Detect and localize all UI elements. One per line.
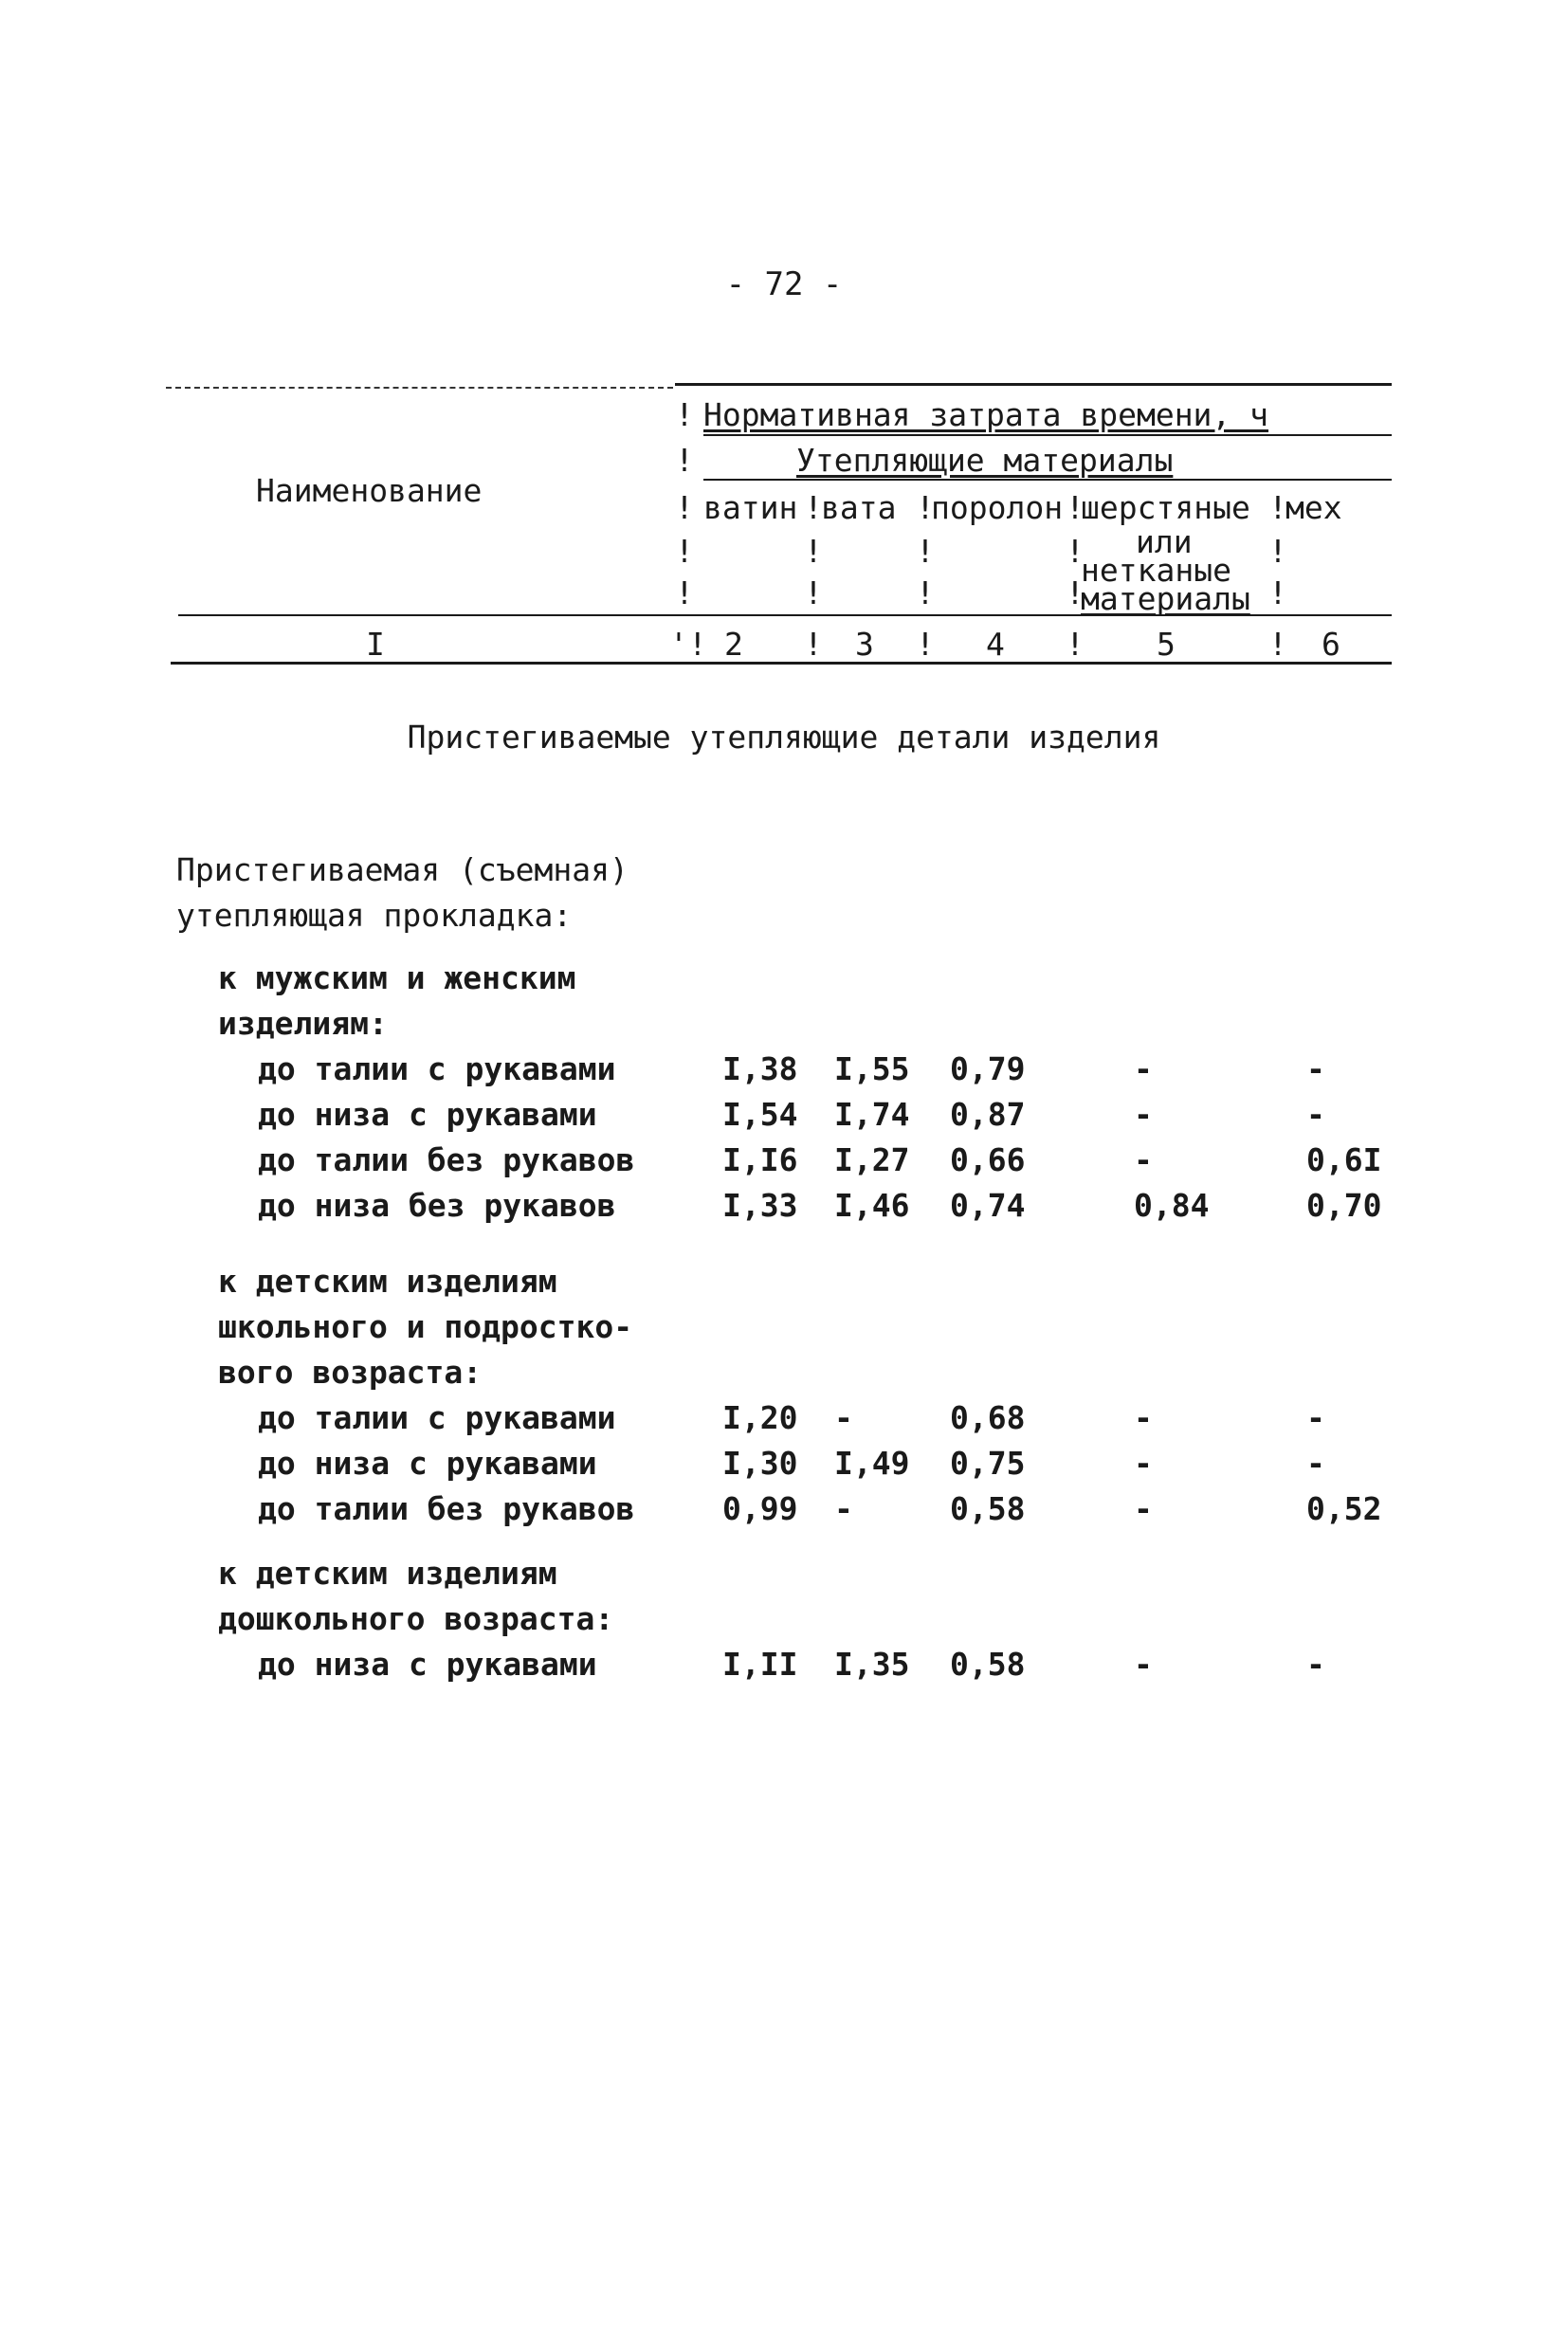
group-heading: вого возраста: — [218, 1354, 483, 1391]
value-wool: - — [1134, 1445, 1153, 1482]
value-fur: - — [1306, 1445, 1325, 1482]
value-vatin: I,38 — [722, 1050, 798, 1087]
row-name: до низа с рукавами — [258, 1096, 597, 1133]
value-vata: I,35 — [834, 1646, 910, 1683]
column-header-porolon: поролон — [931, 489, 1064, 526]
column-number: 5 — [1157, 626, 1176, 663]
column-number-separator: '! — [669, 626, 707, 663]
column-header-wool-line-1: шерстяные — [1081, 489, 1250, 526]
column-separator: ! — [804, 574, 823, 611]
value-vata: - — [834, 1490, 853, 1527]
value-vata: I,49 — [834, 1445, 910, 1482]
row-name: до низа без рукавов — [258, 1187, 616, 1224]
value-fur: 0,6I — [1306, 1141, 1382, 1178]
header-top-rule-left — [166, 387, 673, 389]
value-vata: I,74 — [834, 1096, 910, 1133]
value-vatin: I,33 — [722, 1187, 798, 1224]
value-wool: 0,84 — [1134, 1187, 1210, 1224]
value-wool: - — [1134, 1490, 1153, 1527]
intro-line: Пристегиваемая (съемная) — [176, 851, 629, 888]
header-top-rule-right — [675, 383, 1392, 386]
column-number: 6 — [1322, 626, 1340, 663]
column-number: I — [366, 626, 385, 663]
column-separator: ! — [1268, 533, 1287, 570]
group-title: Нормативная затрата времени, ч — [703, 396, 1269, 433]
group-heading: к мужским и женским — [218, 959, 576, 996]
column-separator: ! — [916, 489, 935, 526]
column-separator: ! — [1268, 489, 1287, 526]
value-vatin: I,54 — [722, 1096, 798, 1133]
value-porolon: 0,79 — [950, 1050, 1026, 1087]
value-vata: I,27 — [834, 1141, 910, 1178]
value-vatin: I,30 — [722, 1445, 798, 1482]
value-vatin: 0,99 — [722, 1490, 798, 1527]
value-porolon: 0,58 — [950, 1490, 1026, 1527]
value-porolon: 0,87 — [950, 1096, 1026, 1133]
column-separator: ! — [1066, 574, 1085, 611]
header-separator: ! — [675, 442, 694, 479]
value-porolon: 0,68 — [950, 1399, 1026, 1436]
section-title: Пристегиваемые утепляющие детали изделия — [407, 719, 1161, 756]
value-fur: 0,70 — [1306, 1187, 1382, 1224]
column-separator: ! — [1066, 489, 1085, 526]
column-separator: ! — [1066, 533, 1085, 570]
value-fur: 0,52 — [1306, 1490, 1382, 1527]
value-wool: - — [1134, 1050, 1153, 1087]
group-heading: школьного и подростко- — [218, 1308, 633, 1345]
group-heading: изделиям: — [218, 1005, 388, 1042]
column-number-separator: ! — [1268, 626, 1287, 663]
value-porolon: 0,58 — [950, 1646, 1026, 1683]
value-vata: I,46 — [834, 1187, 910, 1224]
column-separator: ! — [675, 574, 694, 611]
value-wool: - — [1134, 1141, 1153, 1178]
value-vata: - — [834, 1399, 853, 1436]
value-wool: - — [1134, 1399, 1153, 1436]
value-vatin: I,20 — [722, 1399, 798, 1436]
value-porolon: 0,75 — [950, 1445, 1026, 1482]
column-separator: ! — [675, 533, 694, 570]
value-fur: - — [1306, 1399, 1325, 1436]
value-fur: - — [1306, 1050, 1325, 1087]
column-separator: ! — [675, 489, 694, 526]
row-name: до талии с рукавами — [258, 1399, 616, 1436]
group-heading: к детским изделиям — [218, 1555, 557, 1592]
value-vata: I,55 — [834, 1050, 910, 1087]
column-separator: ! — [916, 533, 935, 570]
column-number: 3 — [855, 626, 874, 663]
column-number-separator: ! — [1066, 626, 1085, 663]
column-separator: ! — [1268, 574, 1287, 611]
column-number: 2 — [724, 626, 743, 663]
value-fur: - — [1306, 1096, 1325, 1133]
column-header-vata: вата — [821, 489, 897, 526]
column-separator: ! — [804, 533, 823, 570]
row-name: до талии без рукавов — [258, 1141, 635, 1178]
value-fur: - — [1306, 1646, 1325, 1683]
column-header-fur: мех — [1285, 489, 1342, 526]
row-name: до низа с рукавами — [258, 1646, 597, 1683]
column-number: 4 — [986, 626, 1005, 663]
column-separator: ! — [804, 489, 823, 526]
column-number-separator: ! — [804, 626, 823, 663]
column-header-wool-line-3: нетканые — [1081, 552, 1231, 589]
subgroup-title: Утепляющие материалы — [796, 442, 1174, 479]
page-number: - 72 - — [725, 265, 843, 303]
header-separator: ! — [675, 396, 694, 433]
group-title-rule — [703, 434, 1392, 436]
value-wool: - — [1134, 1646, 1153, 1683]
subgroup-title-rule — [703, 479, 1392, 481]
column-numbers-rule — [171, 662, 1392, 665]
row-name: до талии без рукавов — [258, 1490, 635, 1527]
header-bottom-rule — [178, 614, 1392, 616]
column-header-wool-line-2: или — [1136, 523, 1193, 560]
value-vatin: I,II — [722, 1646, 798, 1683]
group-heading: к детским изделиям — [218, 1263, 557, 1300]
row-name: до низа с рукавами — [258, 1445, 597, 1482]
column-header-wool-line-4: материалы — [1081, 580, 1250, 617]
row-name: до талии с рукавами — [258, 1050, 616, 1087]
intro-line: утепляющая прокладка: — [176, 897, 573, 934]
value-wool: - — [1134, 1096, 1153, 1133]
group-heading: дошкольного возраста: — [218, 1600, 614, 1637]
value-vatin: I,I6 — [722, 1141, 798, 1178]
column-header-vatin: ватин — [703, 489, 798, 526]
name-column-header: Наименование — [256, 472, 483, 509]
column-number-separator: ! — [916, 626, 935, 663]
value-porolon: 0,74 — [950, 1187, 1026, 1224]
column-separator: ! — [916, 574, 935, 611]
value-porolon: 0,66 — [950, 1141, 1026, 1178]
